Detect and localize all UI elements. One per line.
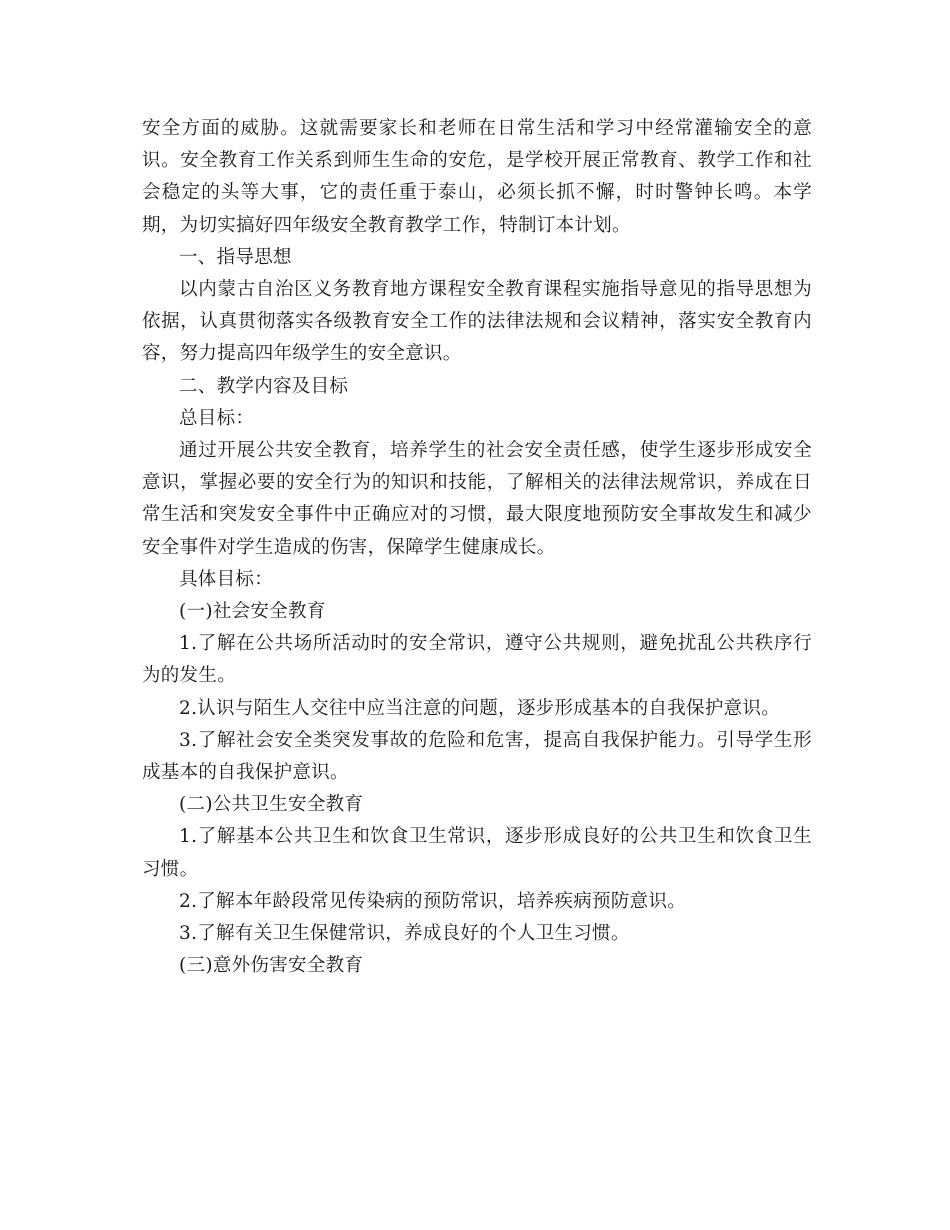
section-heading-content-goals: 二、教学内容及目标	[179, 375, 349, 397]
list-item-social-3: 3.了解社会安全类突发事故的危险和危害，提高自我保护能力。引导学生形成基本的自我保护意识。	[142, 729, 812, 784]
list-item-health-3: 3.了解有关卫生保健常识，养成良好的个人卫生习惯。	[179, 923, 630, 945]
subsection-heading-accident-injury: (三)意外伤害安全教育	[179, 955, 364, 977]
list-item-health-1: 1.了解基本公共卫生和饮食卫生常识，逐步形成良好的公共卫生和饮食卫生习惯。	[142, 826, 812, 880]
list-item-social-2: 2.认识与陌生人交往中应当注意的问题，逐步形成基本的自我保护意识。	[179, 697, 781, 719]
paragraph-overall-goal: 通过开展公共安全教育，培养学生的社会安全责任感，使学生逐步形成安全意识，掌握必要的安全行为的知识和技能，了解相关的法律法规常识，养成在日常生活和突发安全事件中正确应对的习惯，最大限度地预防安全事故发生和减少安全事件对学生造成的伤害，保障学生健康成长。	[142, 440, 812, 558]
list-item-health-2: 2.了解本年龄段常见传染病的预防常识，培养疾病预防意识。	[179, 890, 687, 912]
subsection-heading-social-safety: (一)社会安全教育	[179, 601, 326, 623]
section-heading-guiding-thought: 一、指导思想	[179, 246, 292, 268]
document-body	[142, 113, 812, 982]
label-specific-goals: 具体目标：	[179, 568, 274, 590]
label-overall-goal: 总目标：	[179, 407, 255, 429]
subsection-heading-public-health: (二)公共卫生安全教育	[179, 794, 364, 816]
paragraph-intro-continuation: 安全方面的威胁。这就需要家长和老师在日常生活和学习中经常灌输安全的意识。安全教育工作关系到师生生命的安危，是学校开展正常教育、教学工作和社会稳定的头等大事，它的责任重于泰山，必须长抓不懈，时时警钟长鸣。本学期，为切实搞好四年级安全教育教学工作，特制订本计划。	[142, 118, 812, 236]
list-item-social-1: 1.了解在公共场所活动时的安全常识，遵守公共规则，避免扰乱公共秩序行为的发生。	[142, 633, 812, 687]
paragraph-guiding-thought: 以内蒙古自治区义务教育地方课程安全教育课程实施指导意见的指导思想为依据，认真贯彻落实各级教育安全工作的法律法规和会议精神，落实安全教育内容，努力提高四年级学生的安全意识。	[142, 279, 812, 365]
